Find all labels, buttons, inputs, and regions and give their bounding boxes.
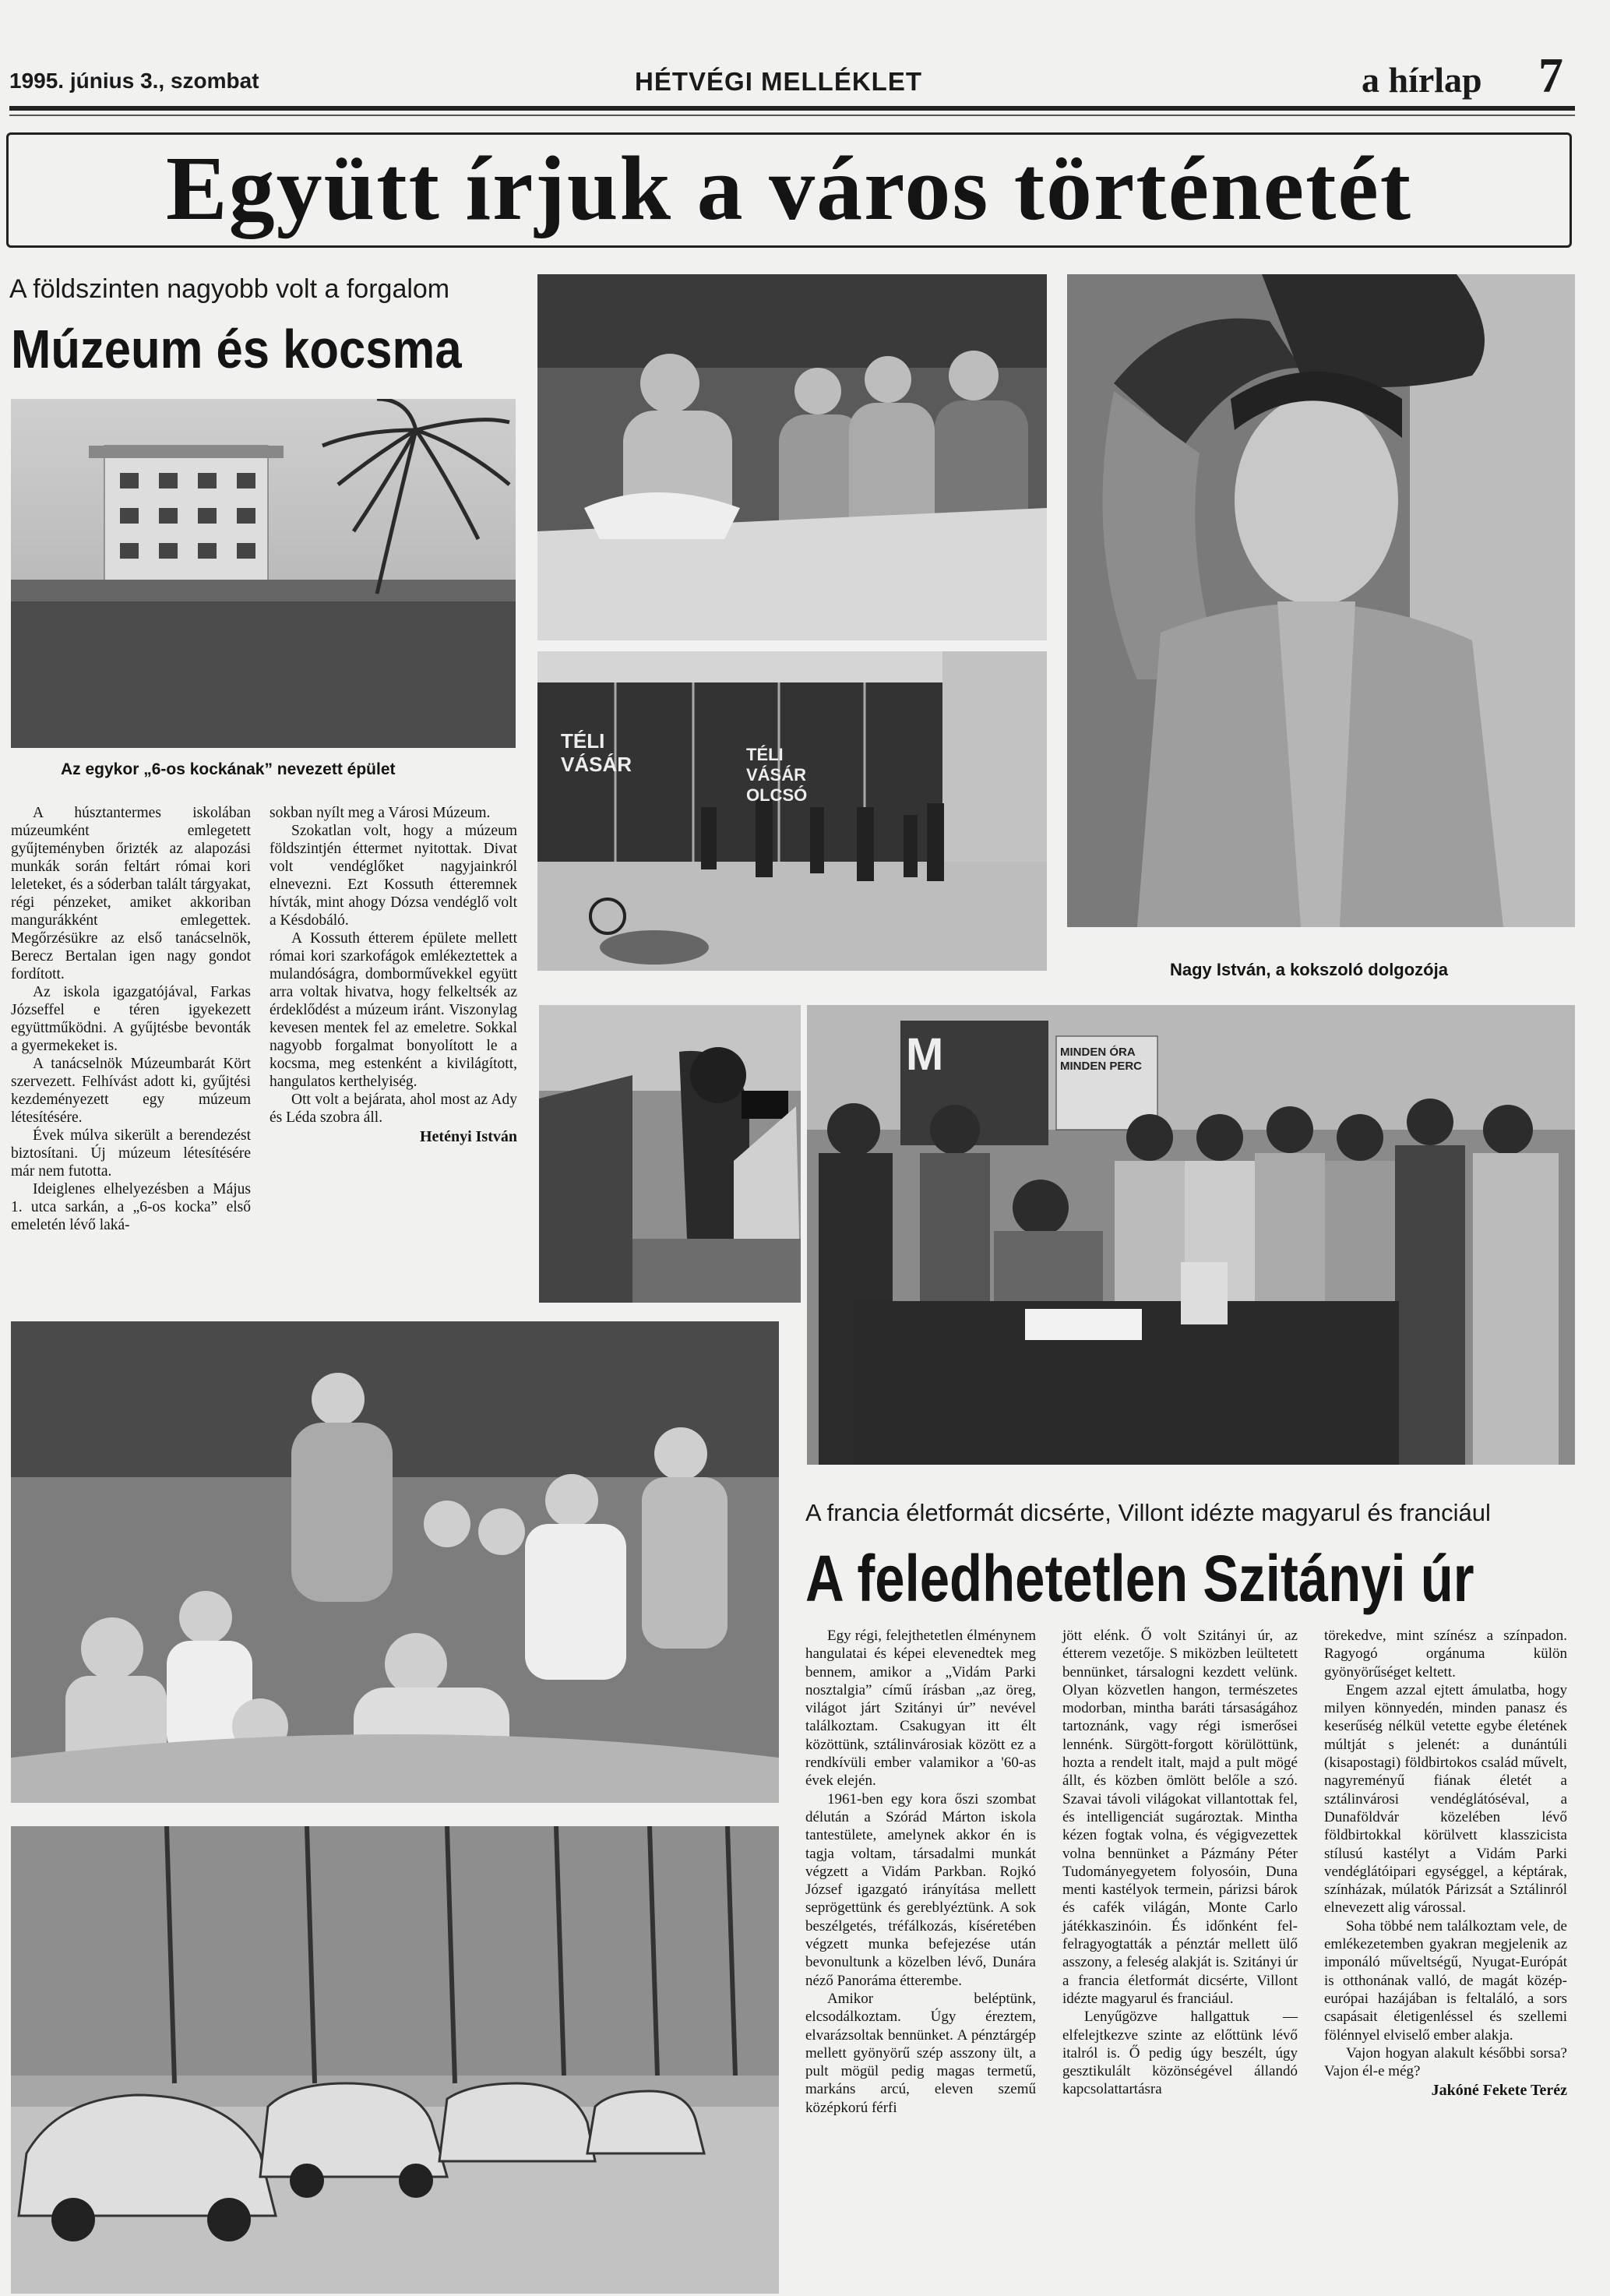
article1-paragraph: A húsztantermes iskolában múzeumként emlegetett gyűjteményben őrizték az alapozási munkák során feltárt római kori leleteket, és a sóderban talált tárgyakat, régi pénzeket, amiket akkoriban mangurákként emlegettek. Megőrzésükre az első tanácselnök, Berecz Bertalan igen nagy gondot fordított.: [11, 805, 251, 982]
shop-window-sign: TÉLI VÁSÁR: [561, 729, 632, 776]
article1-paragraph: Szokatlan volt, hogy a múzeum földszintjén éttermet nyitottak. Divat volt vendéglőket nagyjainkról elnevezni. Ezt Kossuth étteremnek hívták, mint ahogy Dózsa vendéglő volt a Késdobáló.: [270, 823, 517, 929]
article2-kicker: A francia életformát dicsérte, Villont idézte magyarul és franciául: [805, 1499, 1491, 1526]
article2-paragraph: Soha többé nem találkoztam vele, de emlékezetemben gyakran megjelenik az imponáló műveltségű, Nyugat-Európát is otthonának valló, de magát közép-európai hazájában is feltaláló, a sors csapásait életigenléssel és szellemi fölénnyel elviselő ember alakja.: [1324, 1917, 1567, 2044]
article1-paragraph: Az iskola igazgatójával, Farkas Józseffel e téren igyekezett együttműködni. A gyűjtésbe bevonták a gyermekeket is.: [11, 984, 251, 1054]
picnic-group-photo: [11, 1321, 779, 1803]
page-number: 7: [1538, 48, 1563, 103]
article1-signature: Hetényi István: [420, 1128, 517, 1145]
office-poster-text: MINDEN ÓRA MINDEN PERC: [1060, 1046, 1143, 1073]
worker-portrait-photo: [1067, 274, 1575, 927]
article2-paragraph: 1961-ben egy kora őszi szombat délután a Szórád Márton iskola tantestülete, amelynek akkor én is tagja voltam, társadalmi munkát végzett a Vidám Parkban. Rojkó József igazgató irányítása mellett seprögettünk és gereblyéztünk. A sok beszélgetés, tréfálkozás, kíséretében végzett munka befejezése után bevonultunk a közelben lévő, Dunára néző Panoráma étterembe.: [805, 1790, 1036, 1989]
newspaper-name: a hírlap: [1362, 60, 1482, 100]
article2-paragraph: Egy régi, felejthetetlen élménynem hangulatai és képei elevenedtek meg bennem, amikor a „Vidám Parki nosztalgia” című írásban „az öreg, világot járt Szitányi úr” nevével találkoztam. Csakugyan itt élt közöttünk, sztálinvárosiak között ez a rendkívüli ember valamikor a '60-as évek elején.: [805, 1628, 1036, 1790]
worker-photo-caption: Nagy István, a kokszoló dolgozója: [1170, 960, 1448, 979]
street-camera-photo: [539, 1005, 801, 1303]
article1-paragraph: A Kossuth étterem épülete mellett római kori szarkofágok emlékeztettek a mulandóságra, domborművekkel együtt arra voltak hivatva, hogy felkeltsék az érdeklődést a múzeum iránt. Viszonylag kevesen mentek fel az emeletre. Sokkal nagyobb forgalmat bonyolított le a kocsma, meg estenként a kivilágított, hangulatos kerthelyiség.: [270, 930, 517, 1090]
building-photo-caption: Az egykor „6-os kockának” nevezett épület: [61, 760, 396, 778]
article1-column-2: [270, 804, 517, 1146]
header-rule: [9, 106, 1575, 111]
masthead-title: Együtt írjuk a város történetét: [165, 137, 1413, 239]
article2-paragraph: törekedve, mint színész a színpadon. Ragyogó orgánuma külön gyönyörűséget keltett.: [1324, 1628, 1567, 1681]
article2-paragraph: Vajon hogyan alakult későbbi sorsa? Vajon él-e még?: [1324, 2044, 1567, 2080]
office-poster-letter: M: [906, 1029, 944, 1080]
article1-paragraph: Ideiglenes elhelyezésben a Május 1. utca sarkán, a „6-os kocka” első emeletén lévő laká-: [11, 1181, 251, 1233]
article1-column-1: [11, 804, 251, 1234]
header-rule-thin: [9, 115, 1575, 116]
section-title: HÉTVÉGI MELLÉKLET: [635, 67, 923, 96]
article2-column-1: [805, 1627, 1036, 2117]
article2-paragraph: Lenyűgözve hallgattuk — elfelejtkezve szinte az előttünk lévő italról is. Ő pedig úgy beszélt, úgy gesztikulált közönségével állandó kapcsolattartásra: [1062, 2009, 1298, 2098]
issue-date: 1995. június 3., szombat: [9, 69, 259, 93]
article2-signature: Jakóné Fekete Teréz: [1431, 2082, 1567, 2100]
article1-paragraph: Évek múlva sikerült a berendezést biztosítani. Új múzeum létesítésére már nem futotta.: [11, 1127, 251, 1180]
article1-paragraph: A tanácselnök Múzeumbarát Kört szervezett. Felhívást adott ki, gyűjtési kezdeményezett egy múzeum létesítésére.: [11, 1056, 251, 1126]
article2-column-3: [1324, 1627, 1567, 2100]
article2-column-2: [1062, 1627, 1298, 2099]
article2-headline: A feledhetetlen Szitányi úr: [805, 1542, 1474, 1615]
article2-paragraph: jött elénk. Ő volt Szitányi úr, az étterem vezetője. S miközben leültetett bennünket, társalogni kezdett velünk. Olyan közvetlen hangon, természetes modorban, mintha baráti társaságához tartoznánk, vagy régi ismerősei lennénk. Sürgött-forgott körülöttünk, hozta a rendelt italt, majd a pult mögé állt, és közben ömlött belőle a szó. Szavai távoli világokat villantottak fel, és intelligenciát sugároztak. Mintha kézen fogtak volna, és végigvezettek volna bennünket a Pázmány Péter Tudományegyetem folyosóin, Duna menti kastélyok termein, párizsi bárok és cafék világán, Monte Carlo játékkaszinóin. És időnként fel-felragyogtatták a pénztár mellett ülő asszony, a feleség alakját is. Szitányi úr a francia életformát dicsérte, Villont idézte magyarul és franciául.: [1062, 1628, 1298, 2007]
article2-paragraph: Engem azzal ejtett ámulatba, hogy milyen könnyedén, minden panasz és keserűség nélkül vetette egybe életének múltját s jelenét: a dunántúli (kisapostagi) földbirtokos család művelt, nagyreményű fiának életét a sztálinvárosi vendéglátóséval, a Dunaföldvár közelében lévő földbirtokkal körülvett klasszicista stílusú kastélyt a Vidám Parki vendéglátóipari egységgel, a képtárak, színházak, múlatók Párizsát a Sztálinról elnevezett alig várossal.: [1324, 1681, 1567, 1917]
winter-sale-street-photo: [537, 651, 1047, 971]
article1-headline: Múzeum és kocsma: [11, 319, 462, 379]
parked-cars-photo: [11, 1826, 779, 2294]
article1-paragraph: Ott volt a bejárata, ahol most az Ady és Léda szobra áll.: [270, 1092, 517, 1126]
shop-counter-photo: [537, 274, 1047, 640]
office-signing-photo: [807, 1005, 1575, 1465]
shop-window-sign-2: TÉLI VÁSÁR OLCSÓ: [746, 745, 808, 805]
article1-kicker: A földszinten nagyobb volt a forgalom: [9, 274, 450, 304]
building-photo: [11, 399, 516, 748]
article2-paragraph: Amikor beléptünk, elcsodálkoztam. Úgy éreztem, elvarázsoltak bennünket. A pénztárgép mellett gyönyörű szép asszony ült, a pult mögül pedig magas termetű, markáns arcú, eleven szemű középkorú férfi: [805, 1990, 1036, 2116]
article1-paragraph: sokban nyílt meg a Városi Múzeum.: [270, 805, 491, 821]
